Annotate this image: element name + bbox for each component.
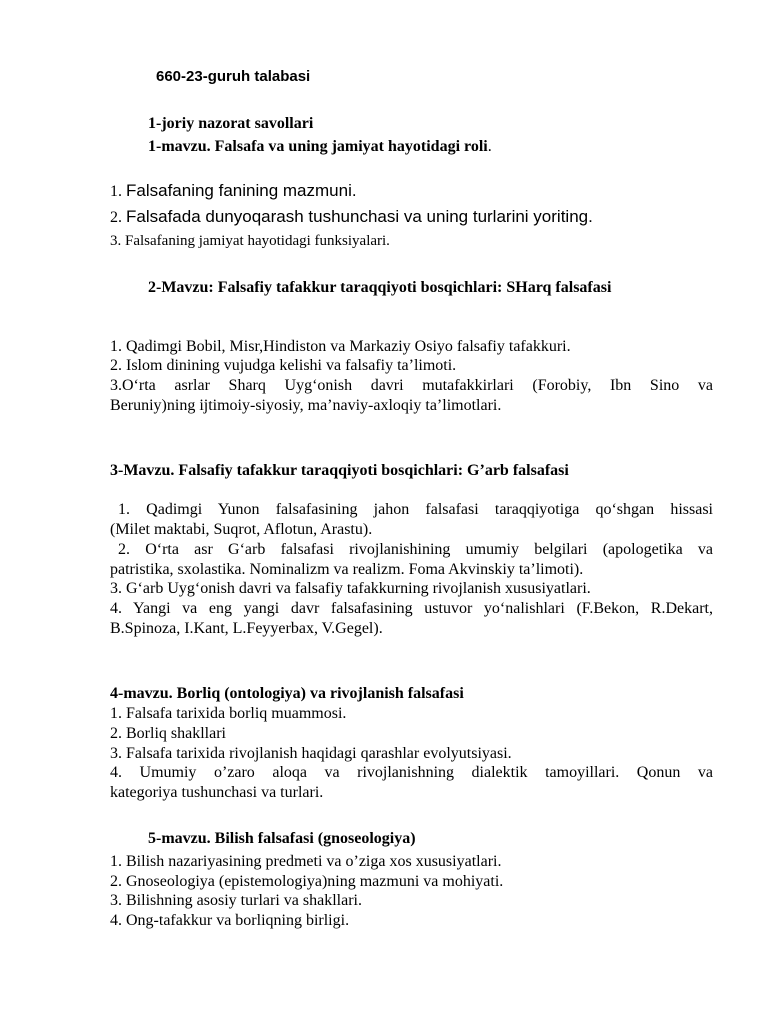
- item-text: Falsafaning jamiyat hayotidagi funksiyalari.: [125, 233, 390, 249]
- section-2-heading: 2-Mavzu: Falsafiy tafakkur taraqqiyoti bosqichlari: SHarq falsafasi: [148, 279, 612, 296]
- group-label: 660-23-guruh talabasi: [156, 68, 311, 85]
- section-3-line-1: 1. Qadimgi Yunon falsafasining jahon falsafasi taraqqiyotiga qo‘shgan hissasi: [118, 501, 713, 518]
- item-number: 1.: [110, 183, 122, 200]
- section-4-line-2: 2. Borliq shakllari: [110, 725, 226, 742]
- section-3-line-7: B.Spinoza, I.Kant, L.Feyyerbax, V.Gegel).: [110, 620, 383, 637]
- section-5-line-1: 1. Bilish nazariyasining predmeti va o’ziga xos xususiyatlari.: [110, 853, 502, 870]
- topic-1-heading: [148, 138, 492, 156]
- section-2-line-4: Beruniy)ning ijtimoiy-siyosiy, ma’naviy-axloqiy ta’limotlari.: [110, 397, 502, 414]
- document-title: 1-joriy nazorat savollari: [148, 115, 314, 132]
- section-1-item-1: [110, 181, 357, 201]
- section-3-line-2: (Milet maktabi, Suqrot, Aflotun, Arastu).: [110, 521, 373, 538]
- topic-1-title: 1-mavzu. Falsafa va uning jamiyat hayotidagi roli: [148, 138, 488, 155]
- section-5-line-4: 4. Ong-tafakkur va borliqning birligi.: [110, 912, 350, 929]
- section-3-heading: 3-Mavzu. Falsafiy tafakkur taraqqiyoti bosqichlari: G’arb falsafasi: [110, 462, 569, 479]
- section-1-item-2: [110, 207, 593, 227]
- section-3-line-3: 2. O‘rta asr G‘arb falsafasi rivojlanishining umumiy belgilari (apologetika va: [118, 541, 713, 558]
- section-2-line-3: 3.O‘rta asrlar Sharq Uyg‘onish davri mutafakkirlari (Forobiy, Ibn Sino va: [110, 377, 713, 394]
- section-4-heading: 4-mavzu. Borliq (ontologiya) va rivojlanish falsafasi: [110, 685, 464, 702]
- section-1-item-3: [110, 233, 390, 250]
- section-4-line-3: 3. Falsafa tarixida rivojlanish haqidagi qarashlar evolyutsiyasi.: [110, 745, 512, 762]
- section-3-line-5: 3. G‘arb Uyg‘onish davri va falsafiy tafakkurning rivojlanish xususiyatlari.: [110, 580, 591, 597]
- item-text: Falsafaning fanining mazmuni.: [126, 181, 357, 200]
- section-3-line-6: 4. Yangi va eng yangi davr falsafasining ustuvor yo‘nalishlari (F.Bekon, R.Dekart,: [110, 600, 713, 617]
- item-text: Falsafada dunyoqarash tushunchasi va uning turlarini yoriting.: [126, 207, 593, 226]
- section-4-line-5: kategoriya tushunchasi va turlari.: [110, 784, 324, 801]
- section-2-line-2: 2. Islom dinining vujudga kelishi va falsafiy ta’limoti.: [110, 357, 457, 374]
- section-4-line-1: 1. Falsafa tarixida borliq muammosi.: [110, 705, 347, 722]
- section-5-line-3: 3. Bilishning asosiy turlari va shakllari.: [110, 892, 362, 909]
- section-4-line-4: 4. Umumiy o’zaro aloqa va rivojlanishning dialektik tamoyillari. Qonun va: [110, 764, 713, 781]
- section-5-heading: 5-mavzu. Bilish falsafasi (gnoseologiya): [148, 830, 416, 847]
- item-number: 3.: [110, 233, 122, 249]
- section-3-line-4: patristika, sxolastika. Nominalizm va realizm. Foma Akvinskiy ta’limoti).: [110, 561, 584, 578]
- section-2-line-1: 1. Qadimgi Bobil, Misr,Hindiston va Markaziy Osiyo falsafiy tafakkuri.: [110, 338, 571, 355]
- section-5-line-2: 2. Gnoseologiya (epistemologiya)ning mazmuni va mohiyati.: [110, 873, 504, 890]
- item-number: 2.: [110, 209, 122, 226]
- topic-1-period: .: [487, 138, 492, 155]
